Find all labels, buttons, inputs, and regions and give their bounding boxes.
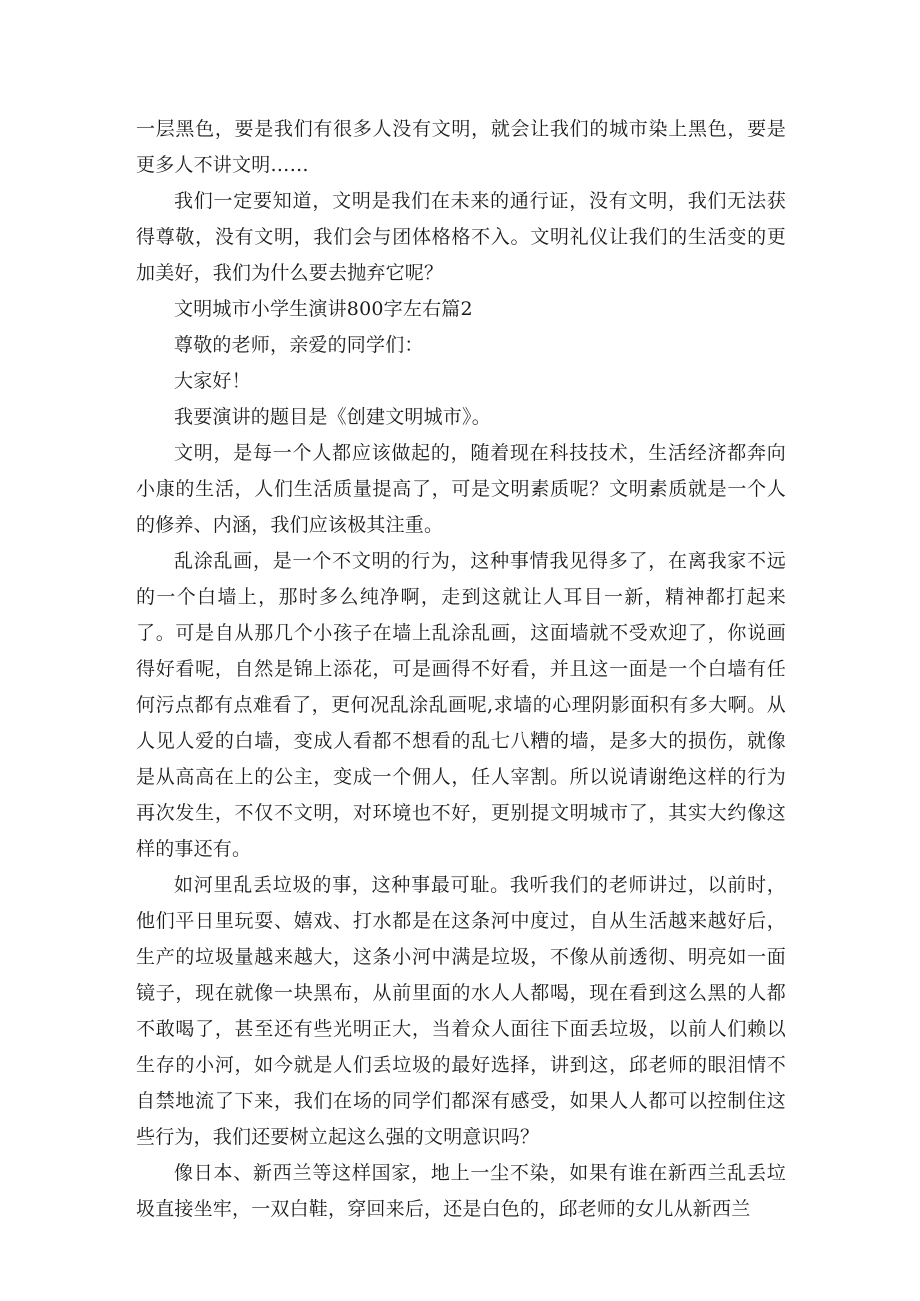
paragraph-graffiti: 乱涂乱画，是一个不文明的行为，这种事情我见得多了，在离我家不远的一个白墙上，那时多么纯净啊，走到这就让人耳目一新，精神都打起来了。可是自从那几个小孩子在墙上乱涂乱画，这面墙就不受欢迎了，你说画得好看呢，自然是锦上添花，可是画得不好看，并且这一面是一个白墙有任何污点都有点难看了，更何况乱涂乱画呢,求墙的心理阴影面积有多大啊。从人见人爱的白墙，变成人看都不想看的乱七八糟的墙，是多大的损伤，就像是从高高在上的公主，变成一个佣人，任人宰割。所以说请谢绝这样的行为再次发生，不仅不文明，对环境也不好，更别提文明城市了，其实大约像这样的事还有。	[136, 550, 786, 860]
paragraph-river: 如河里乱丢垃圾的事，这种事最可耻。我听我们的老师讲过，以前时，他们平日里玩耍、嬉戏、打水都是在这条河中度过，自从生活越来越好后，生产的垃圾量越来越大，这条小河中满是垃圾，不像从前透彻、明亮如一面镜子，现在就像一块黑布，从前里面的水人人都喝，现在看到这么黑的人都不敢喝了，甚至还有些光明正大，当着众人面往下面丢垃圾，以前人们赖以生存的小河，如今就是人们丢垃圾的最好选择，讲到这，邱老师的眼泪情不自禁地流了下来，我们在场的同学们都深有感受，如果人人都可以控制住这些行为，我们还要树立起这么强的文明意识吗？	[136, 874, 786, 1148]
greeting: 大家好！	[174, 370, 251, 392]
document-page	[136, 111, 786, 1227]
section-heading: 文明城市小学生演讲800字左右篇2	[174, 298, 473, 320]
salutation: 尊敬的老师，亲爱的同学们：	[174, 334, 424, 356]
paragraph-civility: 文明，是每一个人都应该做起的，随着现在科技技术，生活经济都奔向小康的生活，人们生活质量提高了，可是文明素质呢？文明素质就是一个人的修养、内涵，我们应该极其注重。	[136, 442, 786, 536]
paragraph-2: 我们一定要知道，文明是我们在未来的通行证，没有文明，我们无法获得尊敬，没有文明，我们会与团体格格不入。文明礼仪让我们的生活变的更加美好，我们为什么要去抛弃它呢？	[136, 190, 786, 284]
speech-topic: 我要演讲的题目是《创建文明城市》。	[174, 406, 491, 428]
paragraph-new-zealand: 像日本、新西兰等这样国家，地上一尘不染，如果有谁在新西兰乱丢垃圾直接坐牢，一双白鞋，穿回来后，还是白色的，邱老师的女儿从新西兰	[136, 1162, 786, 1220]
paragraph-1: 一层黑色，要是我们有很多人没有文明，就会让我们的城市染上黑色，要是更多人不讲文明……	[136, 118, 786, 176]
